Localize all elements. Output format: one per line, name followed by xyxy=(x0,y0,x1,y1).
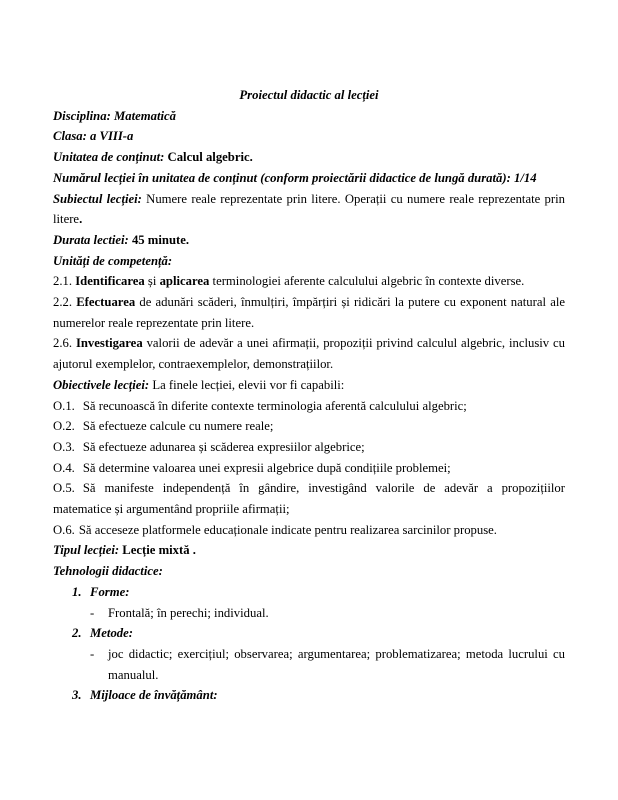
field-subiectul-value: Numere reale reprezentate prin litere. Operații cu numere reale reprezentate prin litere xyxy=(53,191,565,227)
dash-bullet: - xyxy=(90,646,95,661)
objective-item-o5 xyxy=(53,478,565,519)
tehnologii-item-mijloace-num: 3. xyxy=(72,688,82,703)
objective-o1-id: O.1. xyxy=(53,398,75,413)
field-numarul: Numărul lecției în unitatea de conținut (conform proiectării didactice de lungă durată): 1/14 xyxy=(53,170,537,185)
obiective-label: Obiectivele lecției: xyxy=(53,377,150,392)
field-durata-label: Durata lectiei: xyxy=(53,232,129,247)
objective-o4-id: O.4. xyxy=(53,460,75,475)
doc-title: Proiectul didactic al lecției xyxy=(239,88,379,102)
competenta-2-2-bold: Efectuarea xyxy=(76,295,136,310)
competenta-2-1-rest: terminologiei aferente calculului algebric în contexte diverse. xyxy=(209,274,525,289)
objective-o6-text: Să acceseze platformele educaționale indicate pentru realizarea sarcinilor propuse. xyxy=(78,522,497,537)
competenta-2-6 xyxy=(53,333,565,374)
competente-heading: Unități de competență: xyxy=(53,253,173,268)
field-unitatea xyxy=(53,147,565,168)
competenta-2-2-rest: de adunări scăderi, înmulțiri, împărțiri și ridicări la putere cu exponent natural ale numerelor reale reprezentate prin litere. xyxy=(53,295,565,330)
competenta-2-6-bold: Investigarea xyxy=(75,336,143,351)
field-disciplina: Disciplina: Matematică xyxy=(53,108,176,123)
objective-item-o1 xyxy=(53,396,565,417)
tehnologii-item-forme-label: Forme: xyxy=(90,584,130,599)
tehnologii-item-metode xyxy=(53,623,565,644)
field-subiectul-end: . xyxy=(79,212,83,227)
field-clasa: Clasa: a VIII-a xyxy=(53,129,134,144)
objective-o6-id: O.6. xyxy=(53,522,75,537)
field-tipul-label: Tipul lecției: xyxy=(53,543,120,558)
competenta-2-6-num: 2.6. xyxy=(53,336,76,351)
obiective-intro: La finele lecției, elevii vor fi capabili: xyxy=(149,377,345,392)
competenta-2-1-num: 2.1. xyxy=(53,274,76,289)
objective-item-o6 xyxy=(53,520,565,541)
objective-o4-text: Să determine valoarea unei expresii algebrice după condițiile problemei; xyxy=(82,460,451,475)
tehnologii-item-metode-label: Metode: xyxy=(90,626,133,641)
objective-o5-id: O.5. xyxy=(53,481,75,496)
tehnologii-item-forme-num: 1. xyxy=(72,584,82,599)
metode-detail-text: joc didactic; exercițiul; observarea; argumentarea; problematizarea; metoda lucrului cu manualul. xyxy=(108,646,565,682)
field-unitatea-label: Unitatea de conținut: xyxy=(53,150,165,165)
tehnologii-heading: Tehnologii didactice: xyxy=(53,564,163,579)
competenta-2-6-rest: valorii de adevăr a unei afirmații, propoziții privind calculul algebric, inclusiv cu ajutorul exemplelor, contraexemplelor, demonstrațiilor. xyxy=(53,336,566,372)
tehnologii-item-mijloace xyxy=(53,685,565,706)
objective-o2-id: O.2. xyxy=(53,419,75,434)
competenta-2-2 xyxy=(53,292,565,333)
field-tipul-value: Lecție mixtă . xyxy=(119,543,196,558)
competenta-2-1-mid: și xyxy=(144,274,160,289)
objective-item-o2 xyxy=(53,416,565,437)
objective-item-o3 xyxy=(53,437,565,458)
dash-bullet: - xyxy=(90,605,95,620)
forme-detail xyxy=(53,603,565,624)
obiective-heading xyxy=(53,375,565,396)
objective-o1-text: Să recunoască în diferite contexte terminologia aferentă calculului algebric; xyxy=(82,398,467,413)
competenta-2-1-bold2: aplicarea xyxy=(159,274,210,289)
tehnologii-item-mijloace-label: Mijloace de învățământ: xyxy=(90,688,218,703)
objective-item-o4 xyxy=(53,458,565,479)
field-durata xyxy=(53,230,565,251)
objective-o2-text: Să efectueze calcule cu numere reale; xyxy=(82,419,274,434)
forme-detail-text: Frontală; în perechi; individual. xyxy=(108,605,269,620)
field-subiectul-label: Subiectul lecției: xyxy=(53,191,142,206)
field-subiectul xyxy=(53,189,565,230)
field-tipul xyxy=(53,540,565,561)
competenta-2-1 xyxy=(53,271,565,292)
objective-o5-text: Să manifeste independență în gândire, investigând valorile de adevăr a propozițiilor matematice și argumentând propriile afirmații; xyxy=(53,481,565,517)
objective-o3-id: O.3. xyxy=(53,439,75,454)
tehnologii-item-metode-num: 2. xyxy=(72,626,82,641)
field-unitatea-value: Calcul algebric. xyxy=(164,150,253,165)
field-durata-value: 45 minute. xyxy=(128,232,190,247)
competenta-2-2-num: 2.2. xyxy=(53,295,77,310)
metode-detail xyxy=(53,644,565,685)
objective-o3-text: Să efectueze adunarea și scăderea expresiilor algebrice; xyxy=(82,439,365,454)
tehnologii-item-forme xyxy=(53,582,565,603)
competenta-2-1-bold1: Identificarea xyxy=(75,274,145,289)
